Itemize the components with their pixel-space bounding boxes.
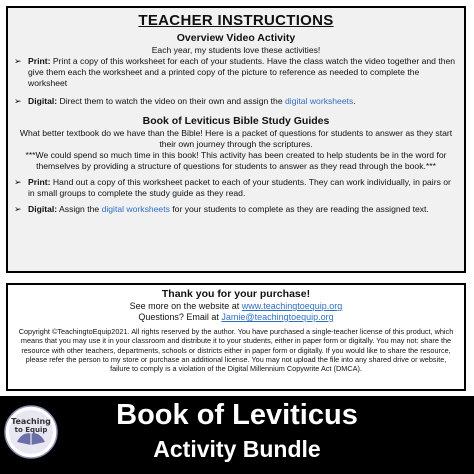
website-prefix: See more on the website at — [129, 301, 240, 311]
print-label: Print: — [28, 56, 51, 66]
digital-label: Digital: — [28, 204, 58, 214]
email-link[interactable]: Jamie@teachingtoequip.org — [221, 312, 334, 322]
product-title: Book of Leviticus — [116, 399, 358, 431]
guides-digital-end: for your students to complete as they are reading the assigned text. — [172, 204, 429, 214]
website-line — [8, 301, 464, 312]
guides-digital-text: Assign the — [59, 204, 100, 214]
overview-digital-item — [8, 96, 464, 107]
overview-print-item — [8, 56, 464, 89]
thank-you-panel — [6, 283, 466, 391]
overview-digital-text: Direct them to watch the video on their own and assign the — [59, 96, 283, 106]
digital-worksheets-link[interactable]: digital worksheets — [285, 96, 354, 106]
guides-print-text: Hand out a copy of this worksheet packet to each of your students. They can work individually, in pairs or in small groups to complete the study guide as they read. — [28, 177, 451, 198]
guides-print-item — [8, 177, 464, 199]
email-prefix: Questions? Email at — [138, 312, 219, 322]
website-link[interactable]: www.teachingtoequip.org — [241, 301, 343, 311]
arrow-bullet-icon: ➢ — [14, 177, 22, 187]
teacher-instructions-panel — [6, 6, 466, 273]
digital-label: Digital: — [28, 96, 58, 106]
arrow-bullet-icon: ➢ — [14, 56, 22, 66]
overview-intro: Each year, my students love these activities! — [151, 45, 321, 55]
panel-title: TEACHER INSTRUCTIONS — [138, 12, 334, 29]
copyright-notice: Copyright ©TeachingtoEquip2021. All rights reserved by the author. You have purchased a single-teacher license of this product, which means that you may use it in your classroom and distribute it to your students, either in paper form or digitally. You may not: share the resource with other teachers, departments, schools or districts either in paper form or digitally. If you would like to share the resource, please refer the person to my store or purchase an additional license. You may not upload the file into any shared drive or website, failure to comply is a violation of the Digital Millennium Copywrite Act (DMCA). — [18, 327, 454, 374]
product-subtitle: Activity Bundle — [153, 436, 321, 462]
title-banner — [0, 396, 474, 474]
overview-print-text: Print a copy of this worksheet for each of your students. Have the class watch the video together and then give them each the worksheet and a printed copy of the picture to reference as needed to complete the worksheet — [28, 56, 456, 88]
guides-title: Book of Leviticus Bible Study Guides — [142, 115, 330, 127]
overview-title: Overview Video Activity — [176, 32, 296, 44]
logo-line1: Teaching — [11, 417, 51, 426]
overview-digital-end: . — [353, 96, 356, 106]
teaching-to-equip-logo — [3, 404, 59, 466]
guides-digital-item — [8, 204, 464, 215]
print-label: Print: — [28, 177, 51, 187]
guides-note: ***We could spend so much time in this book! This activity has been created to help students be in the word for themselves by providing a structure of questions for students to answer as they read through the book.*** — [25, 150, 447, 171]
arrow-bullet-icon: ➢ — [14, 204, 22, 214]
logo-line2: to Equip — [14, 426, 48, 434]
guides-intro: What better textbook do we have than the Bible! Here is a packet of questions for students to answer as they start their own journey through the scriptures. — [19, 128, 453, 149]
thanks-title: Thank you for your purchase! — [161, 288, 311, 300]
digital-worksheets-link[interactable]: digital worksheets — [101, 204, 170, 214]
arrow-bullet-icon: ➢ — [14, 96, 22, 106]
email-line — [8, 312, 464, 323]
